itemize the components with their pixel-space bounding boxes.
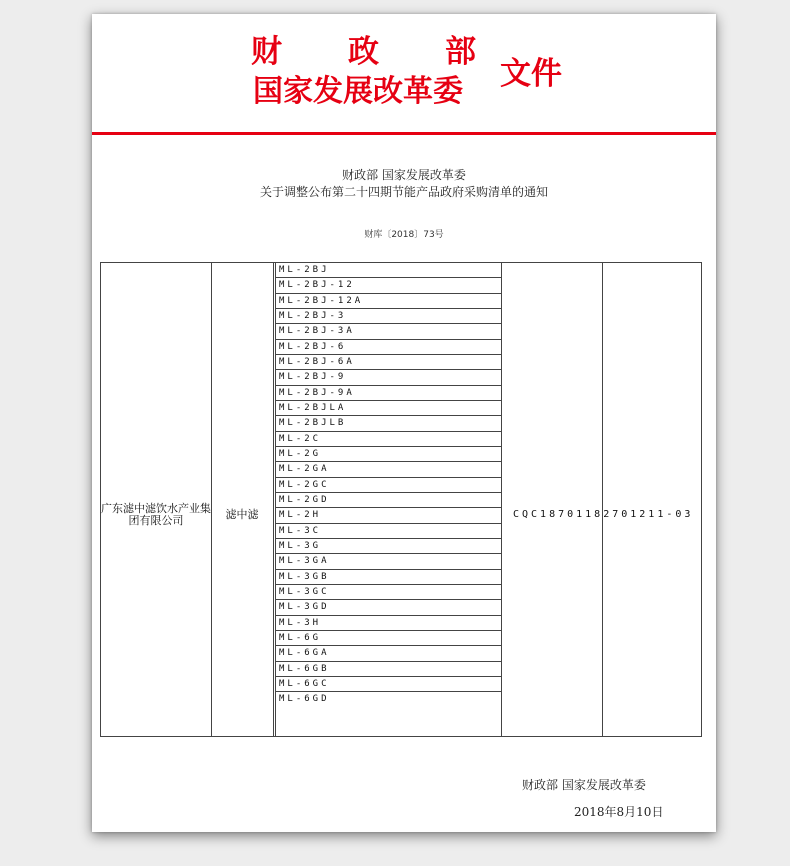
model-row: ML-2GC [275, 478, 501, 493]
model-row: ML-2GD [275, 493, 501, 508]
model-row: ML-2BJ-12 [275, 278, 501, 293]
model-row: ML-2BJ-9A [275, 386, 501, 401]
model-row: ML-3GD [275, 600, 501, 615]
model-row: ML-2BJ-6A [275, 355, 501, 370]
model-row: ML-6G [275, 631, 501, 646]
model-row: ML-3GB [275, 570, 501, 585]
letterhead-ndrc: 国家发展改革委 [253, 74, 463, 109]
letterhead-red-rule [92, 132, 716, 135]
document-page [92, 14, 716, 832]
model-row: ML-2H [275, 508, 501, 523]
model-row: ML-2BJ [275, 263, 501, 278]
model-row: ML-3GA [275, 554, 501, 569]
model-row: ML-3C [275, 524, 501, 539]
model-row: ML-2GA [275, 462, 501, 477]
model-row: ML-2BJ-12A [275, 294, 501, 309]
product-table [100, 262, 702, 737]
product-brand-cell: 滤中滤 [225, 508, 259, 521]
company-name-cell: 广东滤中滤饮水产业集团有限公司 [101, 502, 211, 527]
model-row: ML-6GB [275, 662, 501, 677]
model-row: ML-2BJ-6 [275, 340, 501, 355]
model-row: ML-2G [275, 447, 501, 462]
table-divider [273, 263, 274, 736]
model-row: ML-2BJLA [275, 401, 501, 416]
table-divider [211, 263, 212, 736]
model-row: ML-6GA [275, 646, 501, 661]
table-divider [602, 263, 603, 736]
footer-date: 2018年8月10日 [574, 805, 664, 819]
model-row: ML-3H [275, 616, 501, 631]
model-row: ML-6GD [279, 694, 330, 705]
model-row: ML-3G [275, 539, 501, 554]
letterhead-document-suffix: 文件 [500, 56, 562, 92]
model-list [275, 263, 501, 708]
footer-issuer: 财政部 国家发展改革委 [522, 778, 646, 792]
notice-title-issuers: 财政部 国家发展改革委 [342, 168, 466, 182]
document-number: 财库〔2018〕73号 [364, 230, 444, 240]
model-row: ML-2BJ-9 [275, 370, 501, 385]
certificate-number-cell: CQC18701182701211-03 [513, 509, 694, 520]
model-row: ML-6GC [275, 677, 501, 692]
model-row: ML-2BJ-3A [275, 324, 501, 339]
model-row: ML-2C [275, 432, 501, 447]
model-row: ML-2BJLB [275, 416, 501, 431]
letterhead-ministry-of-finance: 财政部 [251, 34, 542, 70]
model-row: ML-2BJ-3 [275, 309, 501, 324]
notice-title: 关于调整公布第二十四期节能产品政府采购清单的通知 [259, 185, 548, 199]
table-divider [501, 263, 502, 736]
model-row: ML-3GC [275, 585, 501, 600]
